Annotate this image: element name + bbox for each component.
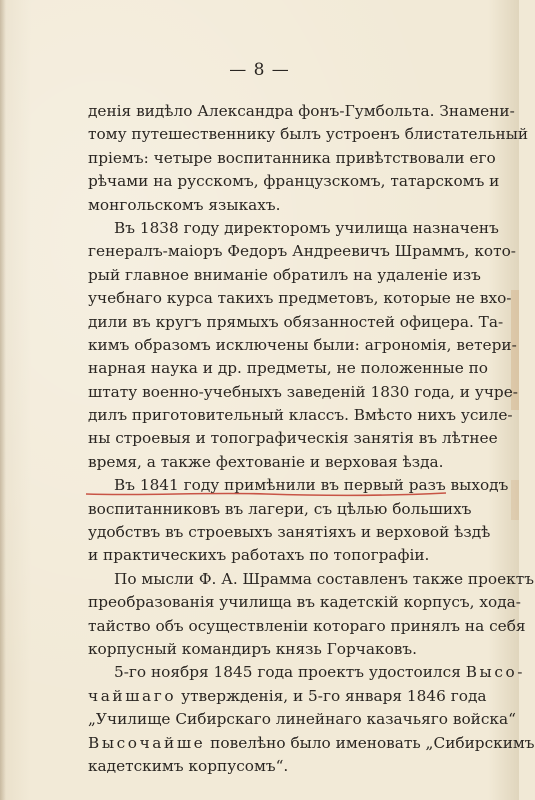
- text-line: время, а также фехтованіе и верховая ѣзда.: [88, 452, 444, 471]
- text-segment: повелѣно было именовать „Сибирскимъ: [210, 733, 535, 752]
- text-line: и практическихъ работахъ по топографіи.: [88, 546, 430, 565]
- text-line: ны строевыя и топографическія занятія въ лѣтнее: [88, 429, 498, 448]
- underlined-line: [88, 474, 509, 497]
- text-segment: 5-го ноября 1845 года проектъ удостоился: [114, 663, 461, 682]
- text-line: Въ 1841 году примѣнили въ первый разъ выходъ: [114, 476, 509, 495]
- text-line: „Училище Сибирскаго линейнаго казачьяго войска“: [88, 710, 516, 729]
- text-line: нарная наука и др. предметы, не положенные по: [88, 359, 489, 378]
- text-line: тайство объ осуществленіи котораго принялъ на себя: [88, 616, 526, 635]
- text-line: корпусный командиръ князь Горчаковъ.: [88, 639, 418, 658]
- page-number: — 8 —: [229, 60, 290, 80]
- text-line: рѣчами на русскомъ, французскомъ, татарскомъ и: [88, 172, 500, 191]
- text-line: тому путешественнику былъ устроенъ блистательный: [88, 125, 529, 144]
- emphasized-word: Высо-: [465, 663, 526, 682]
- text-line: Въ 1838 году директоромъ училища назначенъ: [114, 218, 499, 237]
- text-line: учебнаго курса такихъ предметовъ, которые не вхо-: [88, 289, 512, 308]
- text-line: удобствъ въ строевыхъ занятіяхъ и верховой ѣздѣ: [88, 523, 491, 542]
- text-line: генералъ-маіоръ Федоръ Андреевичъ Шраммъ, кото-: [88, 242, 516, 261]
- text-line: дилъ приготовительный классъ. Вмѣсто нихъ усиле-: [88, 406, 513, 425]
- text-line: кадетскимъ корпусомъ“.: [88, 756, 289, 775]
- text-line: преобразованія училища въ кадетскій корпусъ, хода-: [88, 593, 521, 612]
- emphasized-word: чайшаго: [88, 686, 177, 705]
- text-line: [88, 685, 487, 708]
- text-line: денія видѣло Александра фонъ-Гумбольта. Знамени-: [88, 102, 515, 120]
- text-line: дили въ кругъ прямыхъ обязанностей офицера. Та-: [88, 312, 504, 331]
- body-text: [88, 100, 535, 778]
- text-line: [88, 661, 526, 684]
- emphasized-word: Высочайше: [88, 733, 206, 752]
- page-spine-shadow: [0, 0, 6, 800]
- text-line: монгольскомъ языкахъ.: [88, 195, 281, 214]
- text-line: штату военно-учебныхъ заведеній 1830 года, и учре-: [88, 382, 518, 401]
- page-edge-stain: [511, 480, 519, 520]
- text-line: воспитанниковъ въ лагери, съ цѣлью большихъ: [88, 499, 472, 518]
- text-line: По мысли Ф. А. Шрамма составленъ также проектъ: [114, 569, 534, 588]
- text-segment: утвержденія, и 5-го января 1846 года: [181, 686, 487, 705]
- text-line: [88, 732, 535, 755]
- text-line: кимъ образомъ исключены были: агрономія, ветери-: [88, 335, 517, 354]
- text-line: рый главное вниманіе обратилъ на удаленіе изъ: [88, 265, 481, 284]
- text-line: пріемъ: четыре воспитанника привѣтствовали его: [88, 148, 496, 167]
